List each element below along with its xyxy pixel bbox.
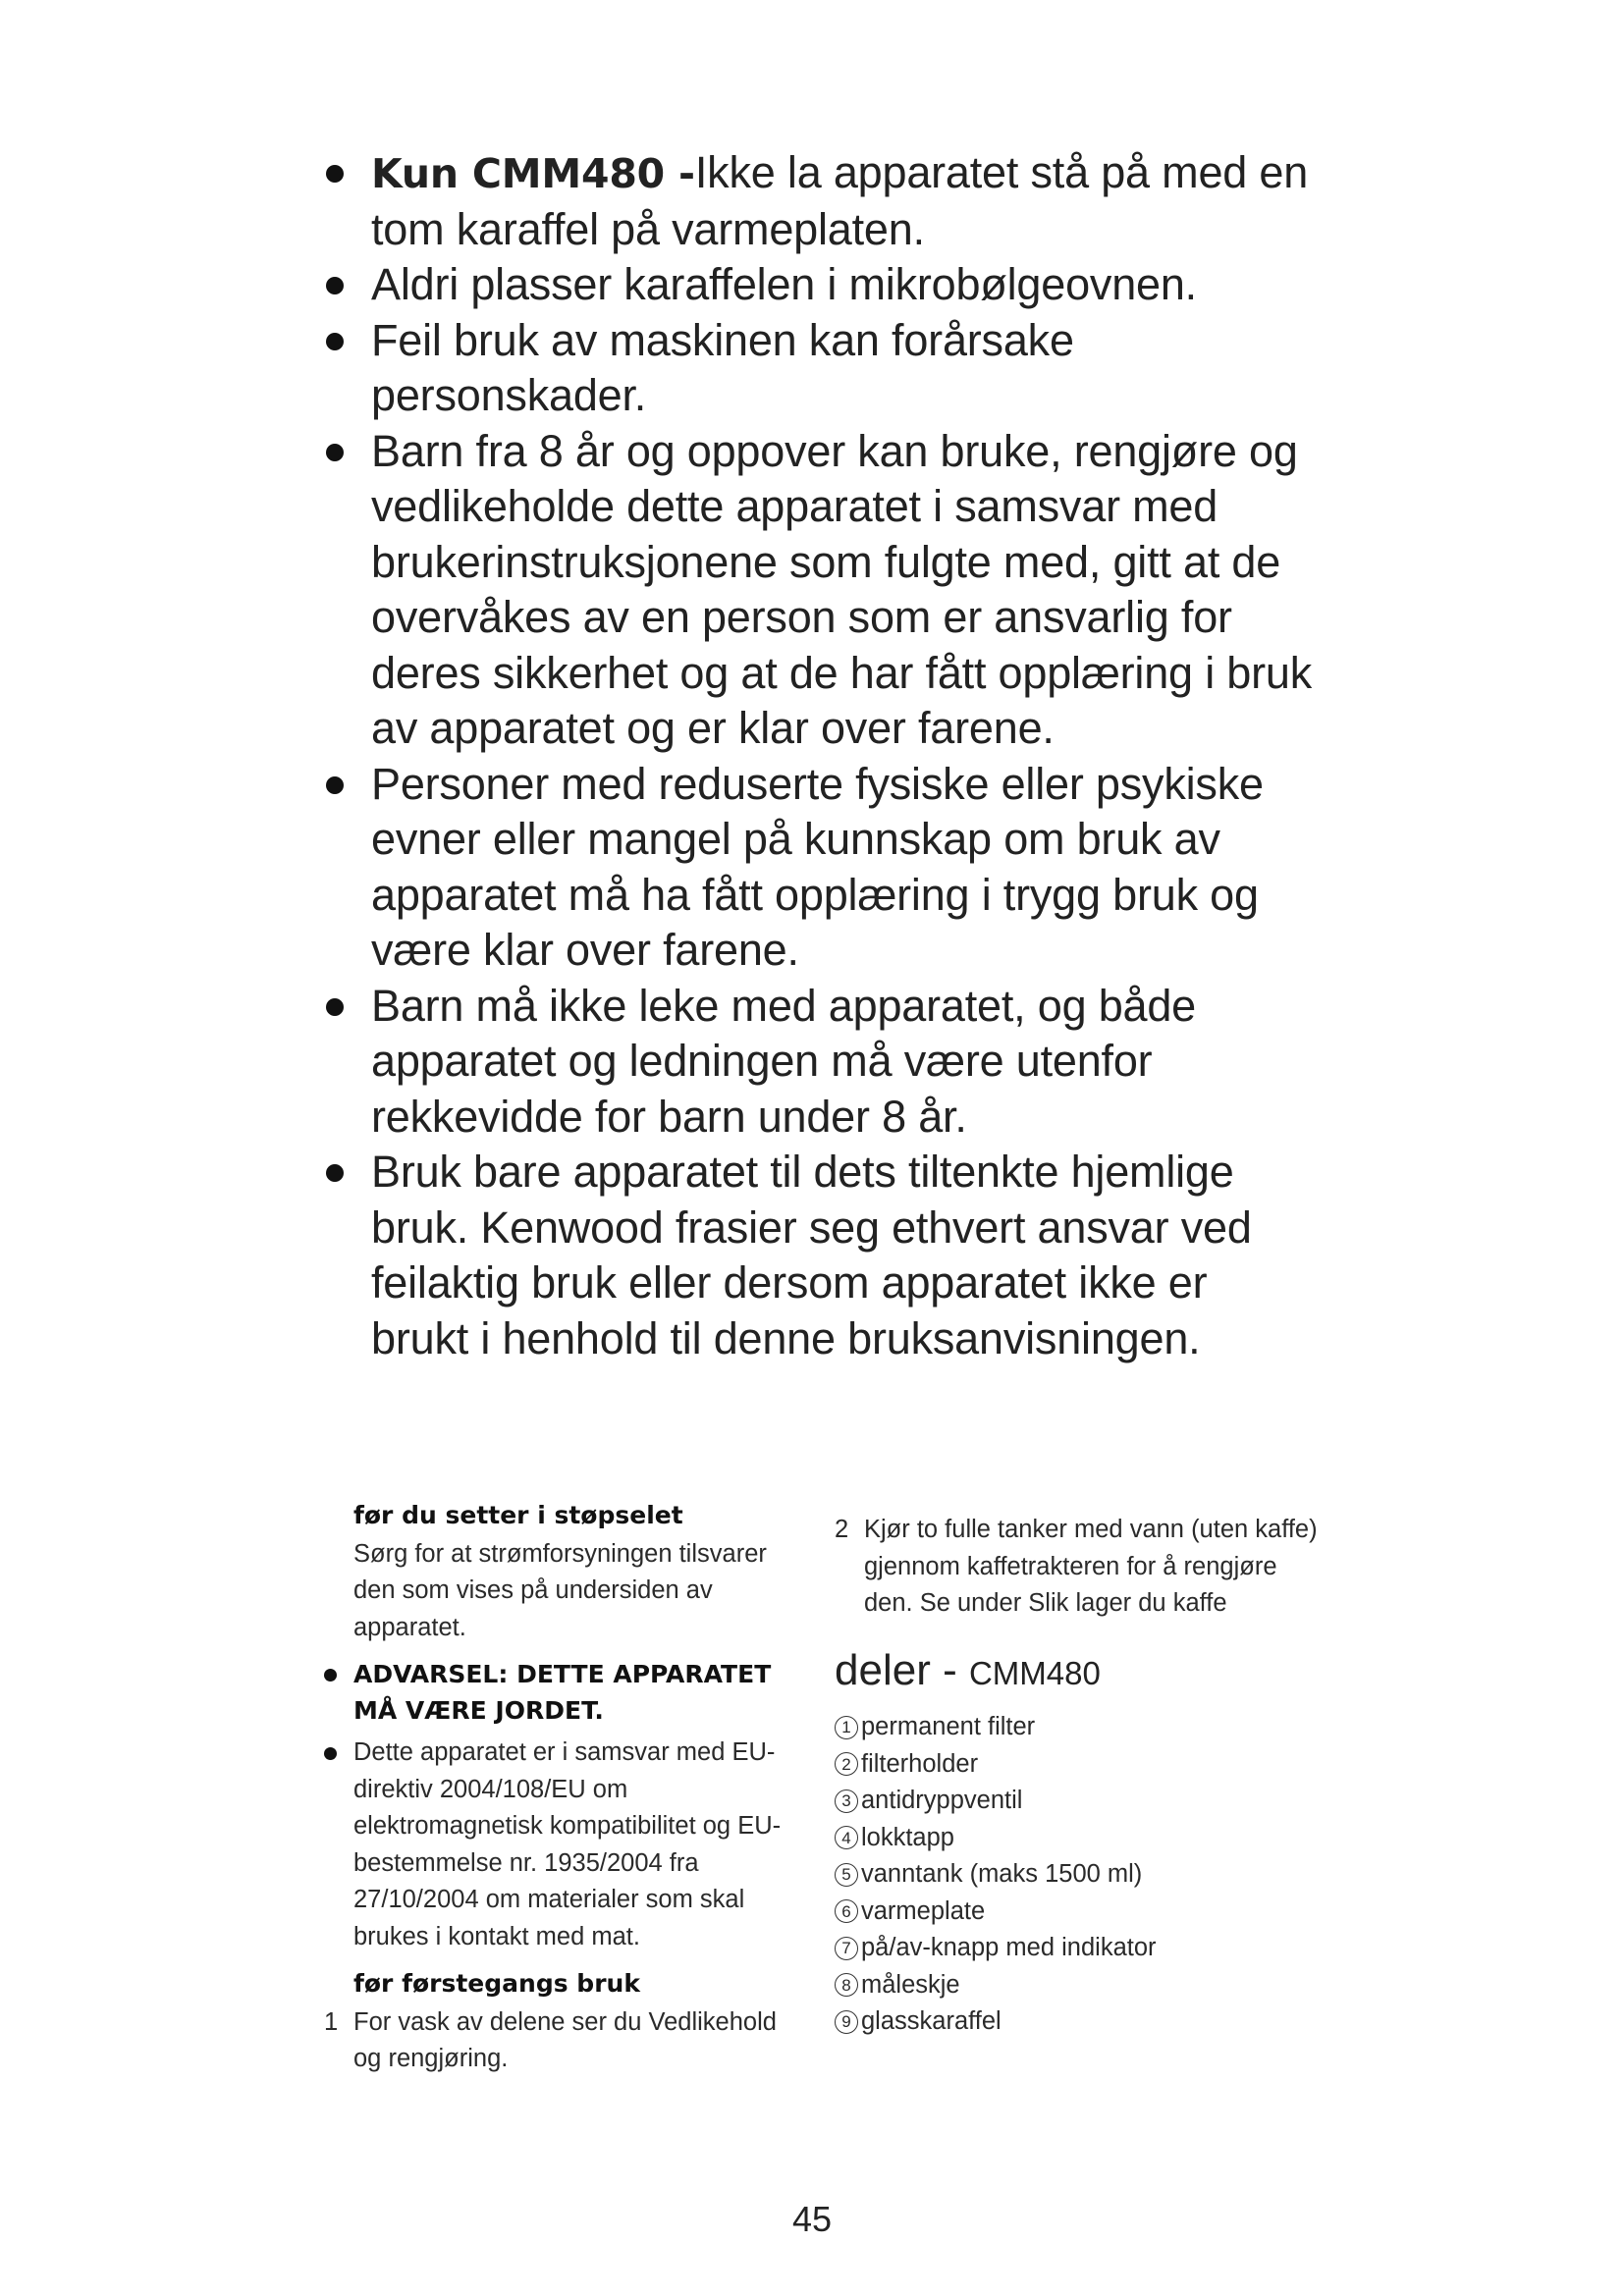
part-label: antidryppventil xyxy=(861,1787,1023,1814)
list-item xyxy=(835,1930,1326,1967)
number-badge: 3 xyxy=(835,1789,858,1813)
part-label: lokktapp xyxy=(861,1823,954,1851)
number-badge: 4 xyxy=(835,1826,858,1849)
safety-item-text: Barn må ikke leke med apparatet, og både apparatet og ledningen må være utenfor rekkevidde for barn under 8 år. xyxy=(371,980,1197,1142)
bullet-icon xyxy=(326,333,344,350)
right-column xyxy=(835,1512,1326,2041)
step-number: 2 xyxy=(835,1516,849,1543)
number-badge: 9 xyxy=(835,2010,858,2034)
parts-list xyxy=(835,1709,1326,2041)
directive-text: Dette apparatet er i samsvar med EU-direktiv 2004/108/EU om elektromagnetisk kompatibilitet og EU-bestemmelse nr. 1935/2004 fra 27/10/2004 om materialer som skal brukes i kontakt med mat. xyxy=(353,1738,782,1950)
number-badge: 5 xyxy=(835,1863,858,1887)
first-use-heading: før førstegangs bruk xyxy=(353,1969,640,1998)
list-item xyxy=(835,1820,1326,1857)
safety-item xyxy=(312,424,1314,757)
parts-model: CMM480 xyxy=(968,1654,1101,1691)
safety-item xyxy=(312,979,1314,1146)
list-item xyxy=(835,1967,1326,2004)
safety-item xyxy=(312,145,1314,257)
bullet-icon xyxy=(324,1747,337,1760)
number-badge: 2 xyxy=(835,1752,858,1776)
safety-item-text: Ikke la apparatet stå på med en tom karaffel på varmeplaten. xyxy=(371,147,1309,254)
bullet-icon xyxy=(326,1164,344,1182)
bullet-icon xyxy=(326,277,344,294)
part-label: på/av-knapp med indikator xyxy=(861,1934,1157,1961)
number-badge: 1 xyxy=(835,1716,858,1739)
first-use-step xyxy=(324,2004,805,2078)
safety-item xyxy=(312,757,1314,979)
bullet-icon xyxy=(324,1669,337,1682)
before-plug-heading: før du setter i støpselet xyxy=(353,1501,683,1529)
step-text: Kjør to fulle tanker med vann (uten kaffe) gjennom kaffetrakteren for å rengjøre den. Se under Slik lager du kaffe xyxy=(864,1516,1318,1617)
bullet-icon xyxy=(326,776,344,794)
list-item xyxy=(835,1746,1326,1784)
list-item xyxy=(835,2003,1326,2041)
safety-item-text: Feil bruk av maskinen kan forårsake personskader. xyxy=(371,314,1074,420)
before-plug-text: Sørg for at strømforsyningen tilsvarer den som vises på undersiden av apparatet. xyxy=(353,1539,767,1641)
before-plug-section xyxy=(324,1497,805,1646)
part-label: måleskje xyxy=(861,1970,960,1999)
safety-item xyxy=(312,1145,1314,1366)
safety-item-text: Aldri plasser karaffelen i mikrobølgeovnen. xyxy=(371,259,1197,309)
part-label: filterholder xyxy=(861,1749,979,1778)
safety-item-text: Barn fra 8 år og oppover kan bruke, rengjøre og vedlikeholde dette apparatet i samsvar med brukerinstruksjonene som fulgte med, gitt at de overvåkes av en person som er ansvarlig for deres sikkerhet og at de har fått opplæring i bruk av apparatet og er klar over farene. xyxy=(371,425,1313,753)
bullet-icon xyxy=(326,444,344,461)
safety-list xyxy=(312,145,1314,1366)
safety-item-text: Bruk bare apparatet til dets tiltenkte hjemlige bruk. Kenwood frasier seg ethvert ansvar ved feilaktig bruk eller dersom apparatet ikke er brukt i henhold til denne bruksanvisningen. xyxy=(371,1147,1252,1363)
list-item xyxy=(835,1856,1326,1894)
part-label: glasskaraffel xyxy=(861,2007,1001,2035)
step-number: 1 xyxy=(324,2007,339,2036)
directive-item xyxy=(324,1735,805,1955)
parts-title xyxy=(835,1645,1326,1694)
list-item xyxy=(835,1709,1326,1746)
part-label: permanent filter xyxy=(861,1713,1036,1740)
safety-item xyxy=(312,257,1314,313)
number-badge: 8 xyxy=(835,1973,858,1997)
number-badge: 7 xyxy=(835,1937,858,1960)
list-item xyxy=(835,1783,1326,1820)
first-use-step xyxy=(835,1512,1326,1623)
safety-item xyxy=(312,313,1314,424)
part-label: vanntank (maks 1500 ml) xyxy=(861,1860,1143,1888)
bullet-icon xyxy=(326,998,344,1016)
page-number: 45 xyxy=(791,2199,833,2239)
list-item xyxy=(835,1894,1326,1931)
first-use-section xyxy=(324,1965,805,2002)
safety-item-bold: Kun CMM480 - xyxy=(371,150,695,197)
warning-item xyxy=(324,1656,805,1729)
step-text: For vask av delene ser du Vedlikehold og rengjøring. xyxy=(353,2007,777,2072)
parts-title-text: deler - xyxy=(835,1645,957,1694)
number-badge: 6 xyxy=(835,1899,858,1923)
part-label: varmeplate xyxy=(861,1896,986,1925)
warning-text: ADVARSEL: DETTE APPARATET MÅ VÆRE JORDET. xyxy=(353,1660,772,1725)
left-column xyxy=(324,1497,805,2078)
safety-item-text: Personer med reduserte fysiske eller psykiske evner eller mangel på kunnskap om bruk av apparatet må ha fått opplæring i trygg bruk og være klar over farene. xyxy=(371,758,1264,975)
bullet-icon xyxy=(326,165,344,183)
